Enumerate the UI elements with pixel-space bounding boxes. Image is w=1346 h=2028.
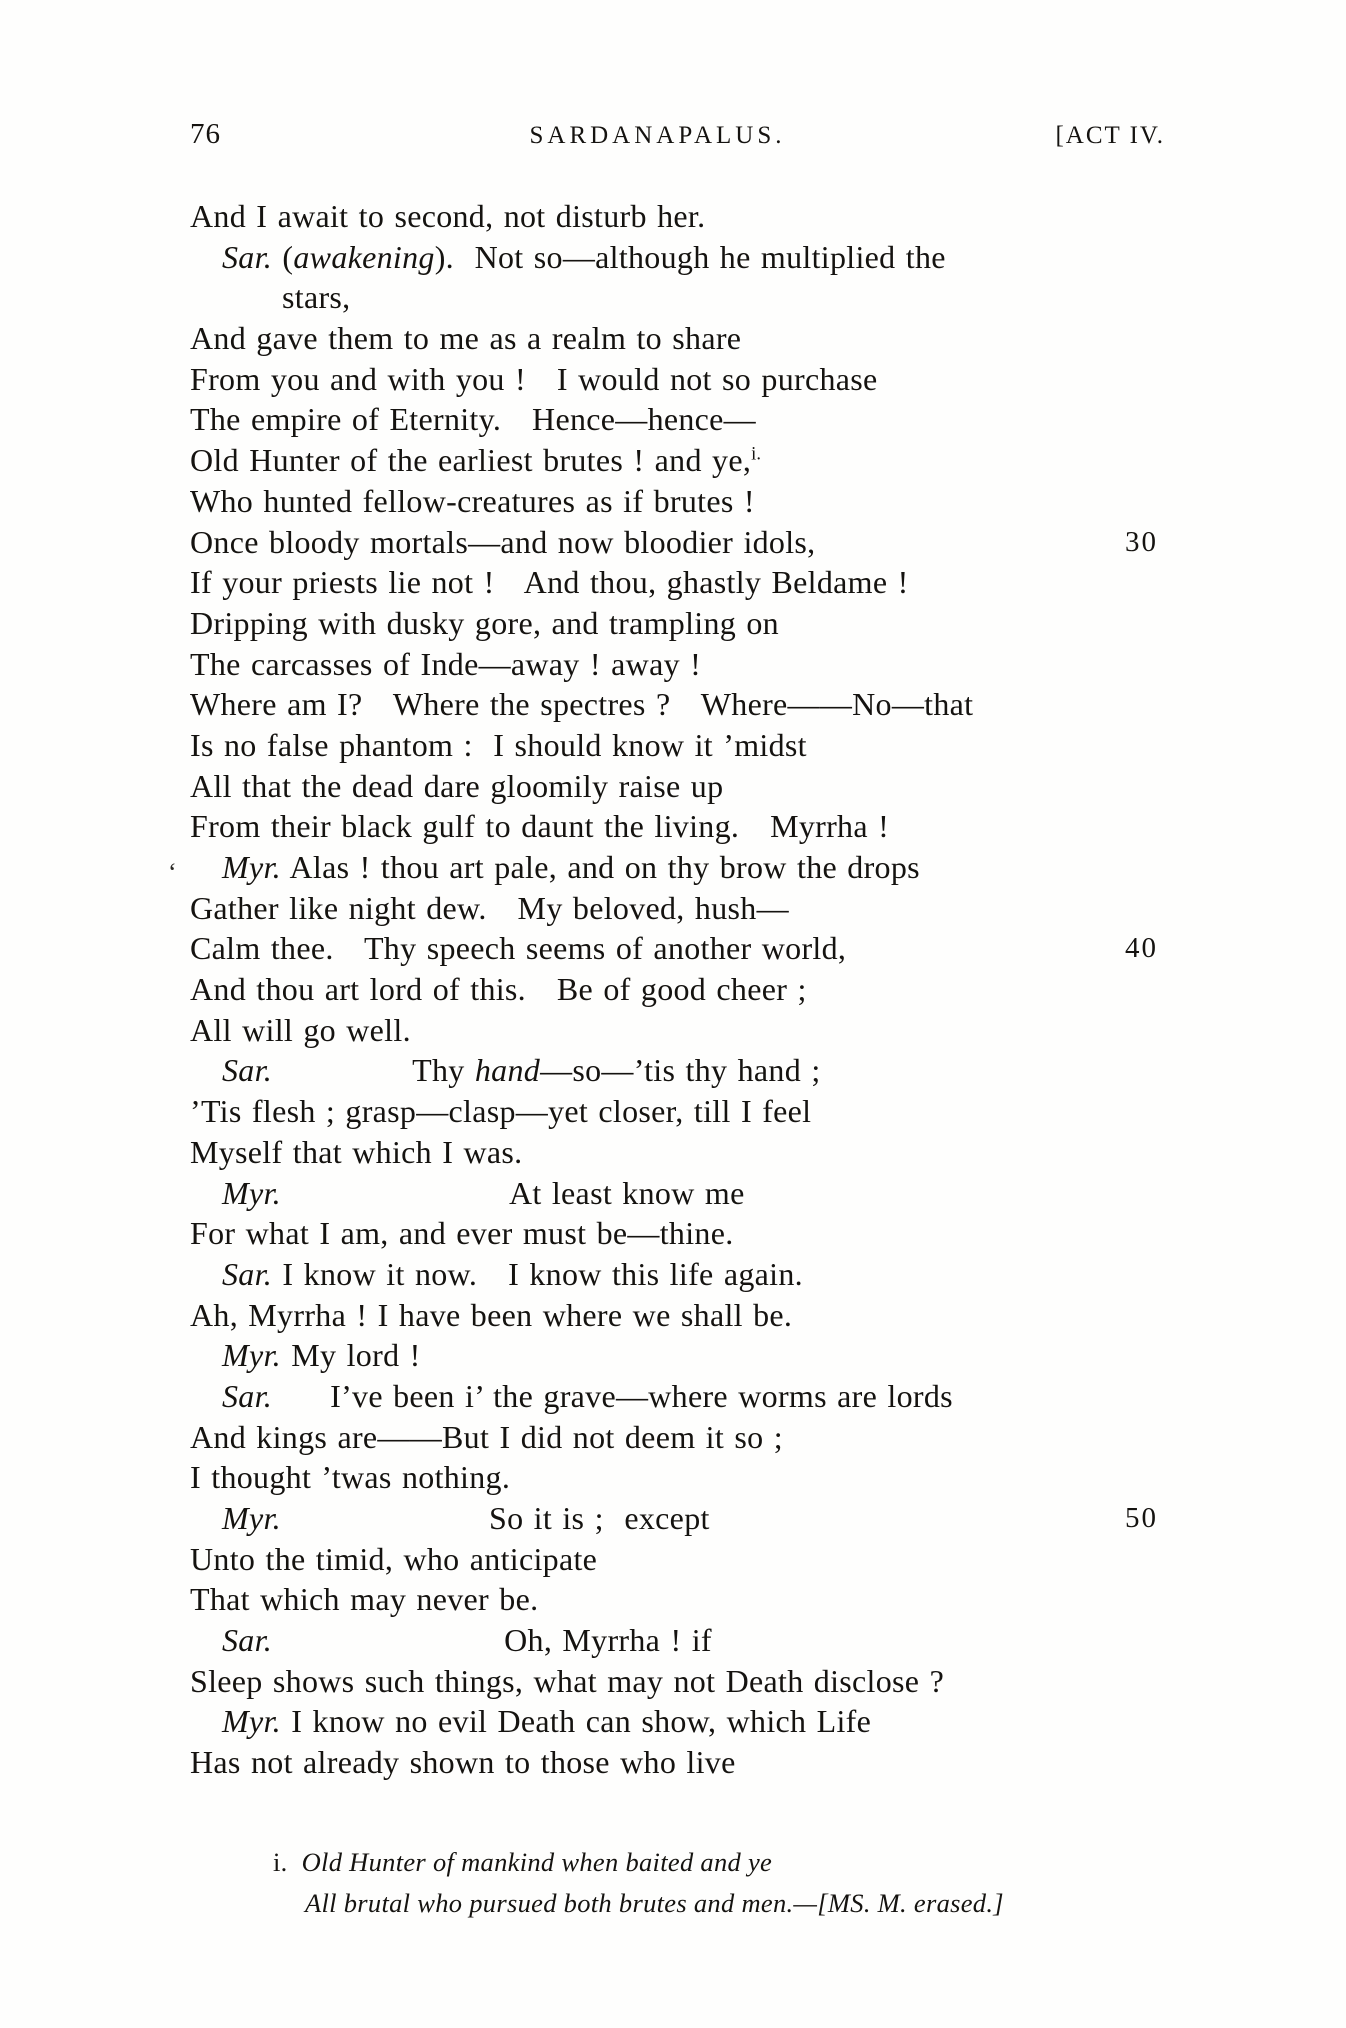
verse-line [190,1701,1200,1742]
verse-line-number: 40 [1125,932,1158,965]
footnote [273,1842,1173,1924]
verse-line [190,1742,1200,1783]
verse-text: Sleep shows such things, what may not Death disclose ? [190,1662,945,1699]
verse-line [190,725,1200,766]
verse-text: From you and with you ! I would not so purchase [190,360,878,397]
verse-line [190,481,1200,522]
page-header [190,118,1165,151]
verse-text: And kings are——But I did not deem it so ; [190,1418,783,1455]
footnote-reference: i. [751,443,761,465]
verse-line [190,1091,1200,1132]
verse-text: Once bloody mortals—and now bloodier idols, [190,523,816,560]
verse-line [190,1295,1200,1336]
verse-line [190,237,1200,278]
verse-text: Who hunted fellow-creatures as if brutes ! [190,482,755,519]
footnote-line [273,1883,1173,1924]
verse-text: Myself that which I was. [190,1133,523,1170]
hemistich-gap [281,1203,509,1204]
verse-line [190,359,1200,400]
verse-line [190,1498,1200,1539]
page-number: 76 [190,118,221,150]
speaker-name: hand [474,1052,541,1089]
verse-text: Gather like night dew. My beloved, hush— [190,889,789,926]
verse-text: And gave them to me as a realm to share [190,320,742,357]
verse-line [190,562,1200,603]
verse-line-number: 30 [1125,525,1158,558]
verse-text: Calm thee. Thy speech seems of another world, [190,930,847,967]
running-title: SARDANAPALUS. [529,122,786,149]
hemistich-gap [272,1406,330,1407]
verse-text: Is no false phantom : I should know it ’midst [190,726,807,763]
verse-text: ’Tis flesh ; grasp—clasp—yet closer, till I feel [190,1093,812,1130]
speaker-name: Myr. [222,1337,281,1374]
hemistich-gap [272,1080,412,1081]
verse-text: At least know me [508,1174,745,1211]
hemistich-gap [281,1528,489,1529]
verse-line [190,1173,1200,1214]
act-label: [ACT IV. [1055,122,1165,149]
footnote-text: All brutal who pursued both brutes and men.—[MS. M. erased.] [305,1888,1004,1918]
margin-tick-mark: ʻ [168,858,177,887]
verse-line [190,1254,1200,1295]
verse-text: Dripping with dusky gore, and trampling on [190,604,779,641]
speaker-name: Sar. [222,1255,273,1292]
verse-line-number: 50 [1125,1502,1158,1534]
hemistich-gap [272,1650,504,1651]
verse-text: If your priests lie not ! And thou, ghastly Beldame ! [190,564,909,601]
verse-text: My lord ! [280,1337,421,1374]
footnote-line [273,1842,1173,1883]
verse-text: Old Hunter of the earliest brutes ! and ye, [190,442,752,479]
speaker-name: Sar. [222,1622,273,1659]
verse-text: So it is ; except [488,1500,710,1536]
verse-text: I know it now. I know this life again. [272,1255,803,1292]
verse-text: The carcasses of Inde—away ! away ! [190,645,702,682]
verse-text: Oh, Myrrha ! if [504,1622,712,1659]
verse-line [190,969,1200,1010]
verse-line [190,1579,1200,1620]
verse-text: For what I am, and ever must be—thine. [190,1215,734,1252]
verse-text: All that the dead dare gloomily raise up [190,767,724,804]
verse-text: And thou art lord of this. Be of good cheer ; [190,971,807,1008]
verse-text: All will go well. [190,1011,411,1048]
speaker-name: awakening [293,238,435,275]
verse-line [190,888,1200,929]
verse-text: I thought ’twas nothing. [190,1459,511,1496]
speaker-name: Sar. [222,238,273,275]
verse-line [190,1539,1200,1580]
verse-text: Ah, Myrrha ! I have been where we shall be. [190,1296,793,1333]
verse-text: —so—’tis thy hand ; [540,1052,821,1089]
verse-line [190,277,1200,318]
verse-line [190,603,1200,644]
verse-line [190,644,1200,685]
verse-text: stars, [282,279,351,316]
verse-text: I know no evil Death can show, which Life [280,1703,872,1740]
speaker-name: Myr. [222,849,281,885]
footnote-marker: i. [273,1847,288,1877]
verse-text: ( [272,238,294,275]
verse-text: Thy [412,1052,475,1089]
verse-line [190,684,1200,725]
verse-line [190,1661,1200,1702]
verse-text: And I await to second, not disturb her. [190,198,706,234]
verse-text: I’ve been i’ the grave—where worms are lords [330,1377,953,1414]
verse-text: The empire of Eternity. Hence—hence— [190,401,756,438]
verse-text: ). Not so—although he multiplied the [434,238,946,275]
verse-text: That which may never be. [190,1581,539,1618]
verse-body [168,196,1200,1783]
verse-line [190,928,1200,969]
verse-line [190,318,1200,359]
verse-line [190,1376,1200,1417]
verse-text: From their black gulf to daunt the living. Myrrha ! [190,808,890,845]
verse-line [190,1213,1200,1254]
verse-line [190,1050,1200,1091]
verse-line [190,1010,1200,1051]
speaker-name: Myr. [222,1703,281,1740]
verse-line [190,1457,1200,1498]
speaker-name: Sar. [222,1377,273,1414]
speaker-name: Myr. [222,1174,281,1211]
verse-line [190,399,1200,440]
verse-text: Unto the timid, who anticipate [190,1540,598,1577]
verse-line [190,806,1200,847]
verse-text: Alas ! thou art pale, and on thy brow the drops [280,849,920,885]
footnote-text: Old Hunter of mankind when baited and ye [301,1847,773,1877]
verse-line [190,196,1200,237]
verse-text: Where am I? Where the spectres ? Where——No—that [190,686,974,723]
speaker-name: Sar. [222,1052,273,1089]
verse-text: Has not already shown to those who live [190,1744,736,1781]
verse-line [190,1620,1200,1661]
verse-line [190,1132,1200,1173]
verse-line [190,440,1200,481]
verse-line [190,522,1200,563]
verse-line [190,766,1200,807]
verse-line [190,1335,1200,1376]
verse-line [168,847,1200,888]
speaker-name: Myr. [222,1500,281,1536]
verse-line [190,1417,1200,1458]
